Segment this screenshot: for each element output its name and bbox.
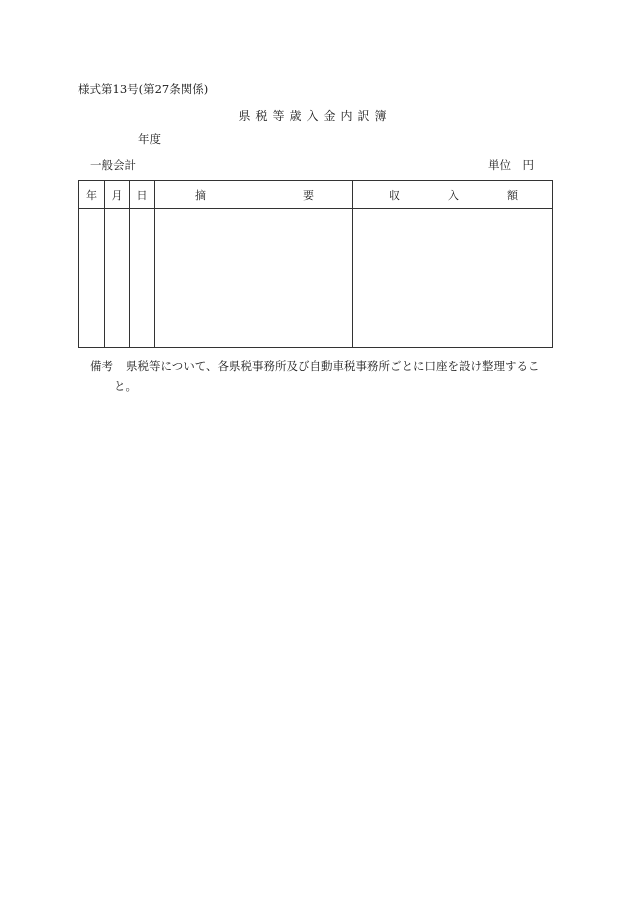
column-header-amount-char-1: 収 bbox=[389, 188, 400, 202]
account-type: 一般会計 bbox=[90, 158, 136, 172]
column-header-month: 月 bbox=[105, 181, 130, 209]
form-number: 様式第13号(第27条関係) bbox=[78, 82, 209, 96]
column-header-amount-char-3: 額 bbox=[507, 188, 518, 202]
column-header-year: 年 bbox=[79, 181, 105, 209]
cell-year[interactable] bbox=[79, 209, 105, 348]
column-header-amount bbox=[353, 181, 553, 209]
column-header-summary bbox=[155, 181, 353, 209]
unit-label: 単位 円 bbox=[488, 158, 534, 172]
table-row bbox=[79, 209, 553, 348]
column-header-summary-char-2: 要 bbox=[303, 188, 314, 202]
column-header-amount-char-2: 入 bbox=[448, 188, 459, 202]
remarks-text-line-1: 県税等について、各県税事務所及び自動車税事務所ごとに口座を設け整理するこ bbox=[126, 359, 540, 373]
cell-day[interactable] bbox=[130, 209, 155, 348]
column-header-day: 日 bbox=[130, 181, 155, 209]
cell-month[interactable] bbox=[105, 209, 130, 348]
column-header-summary-char-1: 摘 bbox=[195, 188, 206, 202]
remarks-label: 備考 bbox=[90, 359, 113, 373]
cell-summary[interactable] bbox=[155, 209, 353, 348]
fiscal-year-label: 年度 bbox=[138, 132, 161, 146]
table-header-row bbox=[79, 181, 553, 209]
ledger-table bbox=[78, 180, 553, 348]
cell-amount[interactable] bbox=[353, 209, 553, 348]
remarks-text-line-2: と。 bbox=[114, 379, 137, 393]
document-title: 県税等歳入金内訳簿 bbox=[238, 109, 392, 123]
